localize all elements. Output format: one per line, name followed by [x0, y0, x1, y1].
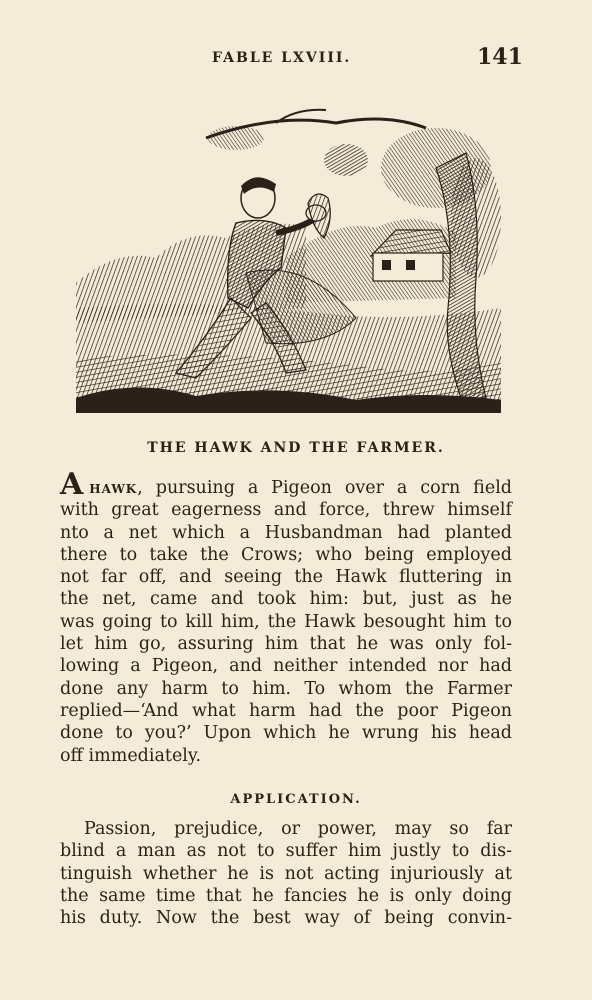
fable-number: FABLE LXVIII.	[212, 50, 352, 66]
application-text	[60, 818, 512, 929]
fable-line: the net, came and took him: but, just as he	[60, 589, 512, 610]
running-head	[0, 44, 592, 70]
fable-line: with great eagerness and force, threw himself	[60, 500, 512, 521]
fable-line: there to take the Crows; who being employed	[60, 544, 512, 565]
small-caps-word: hawk	[89, 478, 138, 498]
application-heading: APPLICATION.	[230, 792, 362, 807]
fable-text	[60, 467, 512, 767]
fable-line: done any harm to him. To whom the Farmer	[60, 678, 512, 699]
fable-line: replied—‘And what harm had the poor Pigeon	[60, 700, 512, 721]
woodcut-illustration	[76, 108, 501, 413]
application-line: his duty. Now the best way of being convin-	[60, 908, 512, 929]
fable-line: not far off, and seeing the Hawk fluttering in	[60, 567, 512, 588]
page-number: 141	[477, 44, 523, 70]
application-line: Passion, prejudice, or power, may so far	[84, 819, 512, 839]
fable-line-text: , pursuing a Pigeon over a corn field	[137, 478, 512, 498]
fable-line: done to you?’ Upon which he wrung his head	[60, 723, 512, 744]
drop-cap: A	[60, 467, 84, 502]
fable-title: THE HAWK AND THE FARMER.	[147, 440, 445, 456]
fable-line: was going to kill him, the Hawk besought him to	[60, 611, 512, 632]
fable-line	[60, 467, 512, 502]
application-line: tinguish whether he is not acting injuriously at	[60, 863, 512, 884]
application-line: the same time that he fancies he is only doing	[60, 885, 512, 906]
fable-line: nto a net which a Husbandman had planted	[60, 522, 512, 543]
application-line: blind a man as not to suffer him justly to dis-	[60, 841, 512, 862]
fable-line: off immediately.	[60, 745, 202, 766]
fable-line: let him go, assuring him that he was only fol-	[60, 634, 512, 655]
fable-line: lowing a Pigeon, and neither intended nor had	[60, 656, 512, 677]
